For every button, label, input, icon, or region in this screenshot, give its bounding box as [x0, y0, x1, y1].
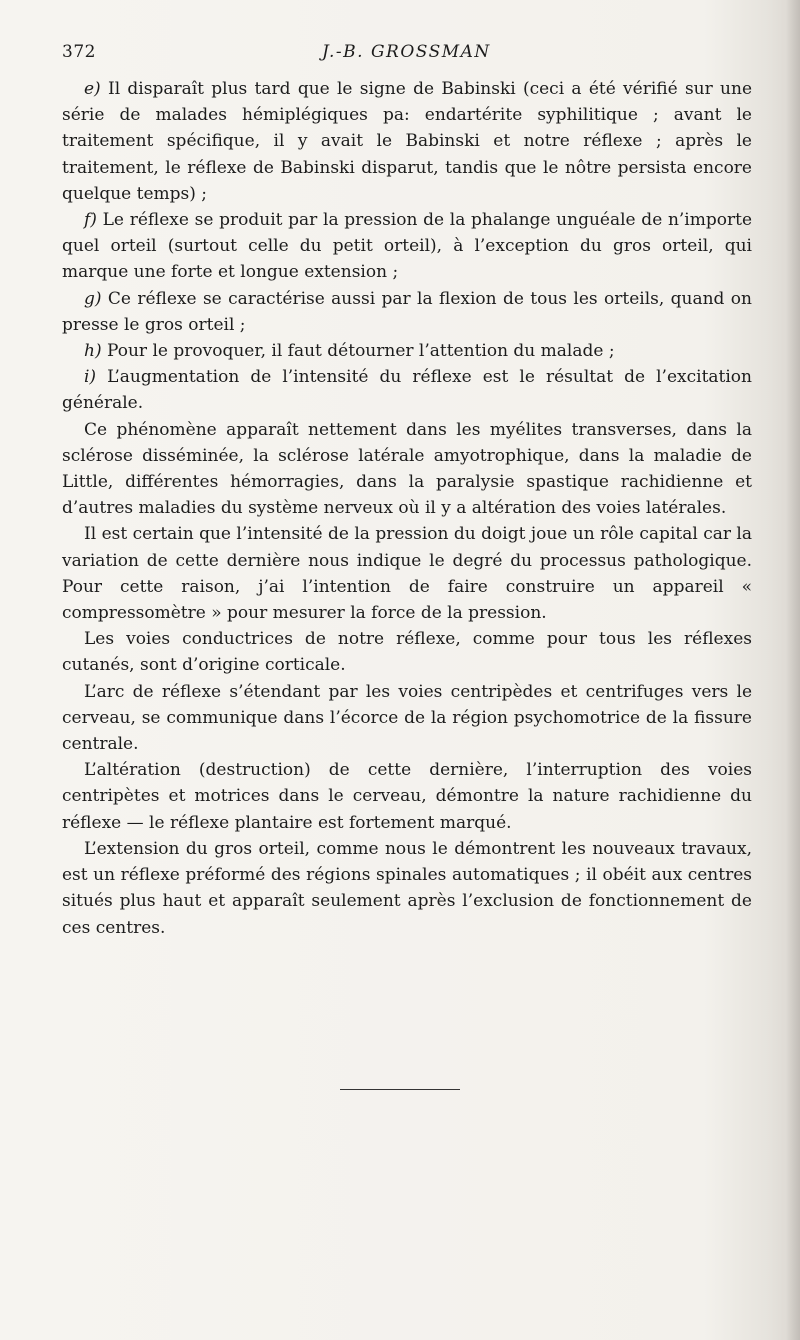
- paragraph-text: Pour le provoquer, il faut détourner l’attention du malade ;: [101, 341, 615, 362]
- paragraph-text: L’augmentation de l’intensité du réflexe est le résultat de l’excitation générale.: [62, 367, 752, 414]
- paragraph: [62, 757, 752, 836]
- paragraph-text: Les voies conductrices de notre réflexe, comme pour tous les réflexes cutanés, sont d’origine corticale.: [62, 629, 752, 676]
- paragraph-text: L’altération (destruction) de cette dernière, l’interruption des voies centripètes et motrices dans le cerveau, démontre la nature rachidienne du réflexe — le réflexe plantaire est fortement marqué.: [62, 760, 752, 833]
- page-header: [62, 42, 752, 64]
- paragraph-item-e: [62, 76, 752, 207]
- body-text: [62, 76, 752, 941]
- paragraph-item-g: [62, 286, 752, 338]
- paragraph-item-h: [62, 338, 752, 364]
- item-letter: h): [84, 341, 102, 362]
- paragraph: [62, 417, 752, 522]
- paragraph: [62, 679, 752, 758]
- paragraph-text: Le réflexe se produit par la pression de la phalange unguéale de n’importe quel orteil (surtout celle du petit orteil), à l’exception du gros orteil, qui marque une forte et longue extension ;: [62, 210, 752, 283]
- item-letter: g): [84, 288, 102, 309]
- paragraph-text: Ce réflexe se caractérise aussi par la flexion de tous les orteils, quand on presse le gros orteil ;: [62, 288, 752, 335]
- item-letter: e): [84, 79, 101, 99]
- section-end-rule: [340, 1089, 460, 1090]
- paragraph-text: Il disparaît plus tard que le signe de Babinski (ceci a été vérifié sur une série de malades hémiplégiques pa: endartérite syphilitique ; avant le traitement spécifique, il y avait le Babinski et notre réflexe ; après le traitement, le réflexe de Babinski disparut, tandis que le nôtre persista encore quelque temps) ;: [62, 79, 752, 204]
- page-edge-shadow: [786, 0, 800, 1340]
- page-number: 372: [62, 42, 96, 62]
- paragraph: [62, 521, 752, 626]
- paragraph: [62, 626, 752, 678]
- paragraph: [62, 836, 752, 941]
- running-head: J.-B. GROSSMAN: [322, 42, 491, 62]
- paragraph-item-f: [62, 207, 752, 286]
- paragraph-text: Il est certain que l’intensité de la pression du doigt joue un rôle capital car la variation de cette dernière nous indique le degré du processus pathologique. Pour cette raison, j’ai l’intention de faire construire un appareil « compressomètre » pour mesurer la force de la pression.: [62, 524, 752, 624]
- paragraph-item-i: [62, 364, 752, 416]
- item-letter: i): [84, 367, 97, 388]
- item-letter: f): [84, 210, 97, 231]
- paragraph-text: Ce phénomène apparaît nettement dans les myélites transverses, dans la sclérose disséminée, la sclérose latérale amyotrophique, dans la maladie de Little, différentes hémorragies, dans la paralysie spastique rachidienne et d’autres maladies du système nerveux où il y a altération des voies latérales.: [62, 419, 752, 519]
- paragraph-text: L’arc de réflexe s’étendant par les voies centripèdes et centrifuges vers le cerveau, se communique dans l’écorce de la région psychomotrice de la fissure centrale.: [62, 681, 752, 755]
- paragraph-text: L’extension du gros orteil, comme nous le démontrent les nouveaux travaux, est un réflexe préformé des régions spinales automatiques ; il obéit aux centres situés plus haut et apparaît seulement après l’exclusion de fonctionnement de ces centres.: [62, 838, 752, 938]
